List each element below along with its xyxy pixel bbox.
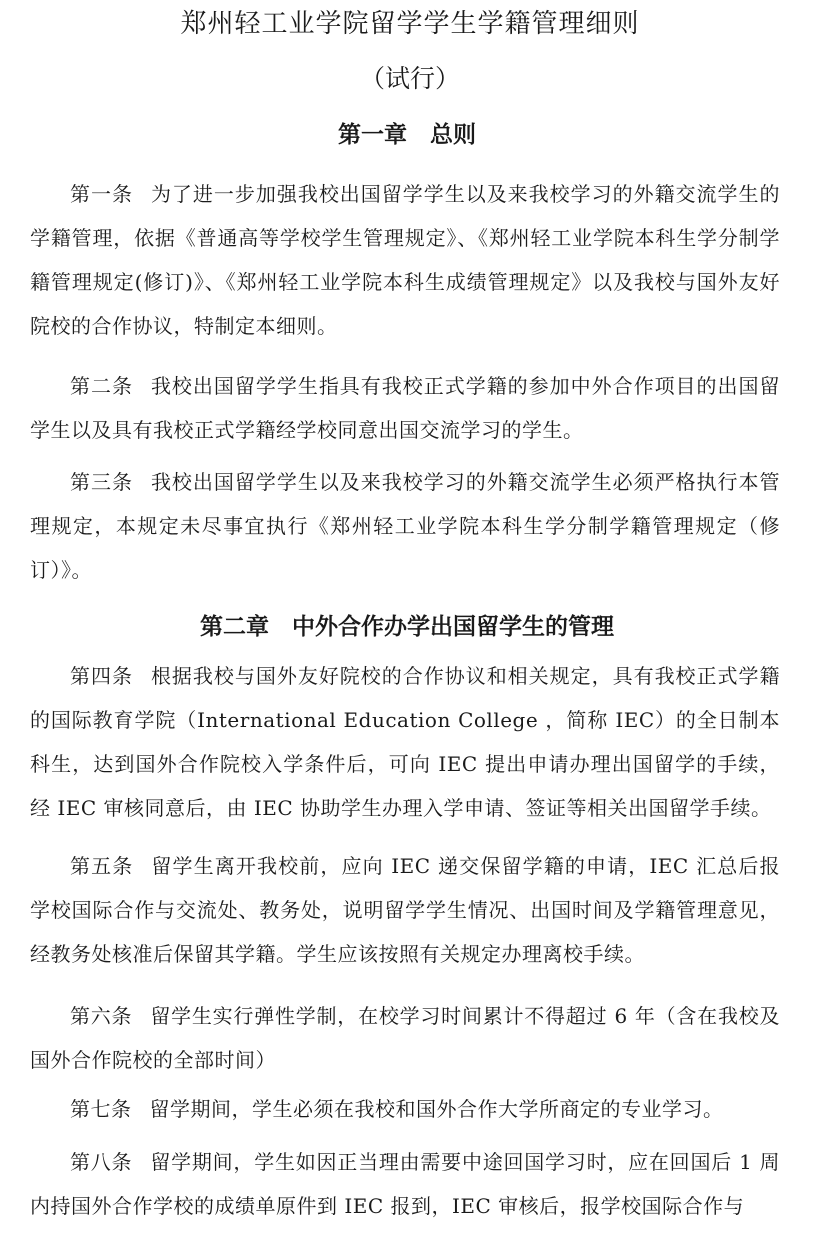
article-text: 我校出国留学学生以及来我校学习的外籍交流学生必须严格执行本管理规定，本规定未尽事宜执行《郑州轻工业学院本科生学分制学籍管理规定（修订）》。 <box>30 470 780 582</box>
article-text: 留学生离开我校前，应向 IEC 递交保留学籍的申请，IEC 汇总后报学校国际合作与交流处、教务处，说明留学学生情况、出国时间及学籍管理意见，经教务处核准后保留其学籍。学生应该按照有关规定办理离校手续。 <box>30 854 780 966</box>
article-number: 第七条 <box>70 1097 132 1121</box>
article-number: 第八条 <box>70 1150 133 1174</box>
article-text: 我校出国留学学生指具有我校正式学籍的参加中外合作项目的出国留学生以及具有我校正式学籍经学校同意出国交流学习的学生。 <box>30 374 780 442</box>
article-4 <box>30 654 780 830</box>
article-text: 为了进一步加强我校出国留学学生以及来我校学习的外籍交流学生的学籍管理，依据《普通高等学校学生管理规定》、《郑州轻工业学院本科生学分制学籍管理规定(修订)》、《郑州轻工业学院本科生成绩管理规定》以及我校与国外友好院校的合作协议，特制定本细则。 <box>30 182 780 338</box>
article-number: 第三条 <box>70 470 133 494</box>
article-text: 留学期间，学生必须在我校和国外合作大学所商定的专业学习。 <box>149 1097 724 1121</box>
article-text: 留学生实行弹性学制，在校学习时间累计不得超过 6 年（含在我校及国外合作院校的全部时间） <box>30 1004 780 1072</box>
article-number: 第五条 <box>70 854 134 878</box>
article-5 <box>30 844 780 976</box>
chapter-2-heading: 第二章 中外合作办学出国留学生的管理 <box>200 614 614 640</box>
article-number: 第二条 <box>70 374 133 398</box>
article-number: 第一条 <box>70 182 133 206</box>
article-6 <box>30 994 780 1082</box>
article-number: 第四条 <box>70 664 133 688</box>
document-subtitle: （试行） <box>359 64 460 93</box>
article-2 <box>30 364 780 452</box>
chapter-1-heading: 第一章 总则 <box>338 122 476 148</box>
article-text: 根据我校与国外友好院校的合作协议和相关规定，具有我校正式学籍的国际教育学院（International Education College ，简称 IEC）的全日制本科生，达到国外合作院校入学条件后，可向 IEC 提出申请办理出国留学的手续，经 IEC 审核同意后，由 IEC 协助学生办理入学申请、签证等相关出国留学手续。 <box>30 664 780 820</box>
article-1 <box>30 172 780 348</box>
article-text: 留学期间，学生如因正当理由需要中途回国学习时，应在回国后 1 周内持国外合作学校的成绩单原件到 IEC 报到，IEC 审核后，报学校国际合作与 <box>30 1150 780 1218</box>
article-3 <box>30 460 780 592</box>
document-title: 郑州轻工业学院留学学生学籍管理细则 <box>180 9 640 39</box>
article-7 <box>30 1087 780 1131</box>
article-8 <box>30 1140 780 1228</box>
article-number: 第六条 <box>70 1004 133 1028</box>
